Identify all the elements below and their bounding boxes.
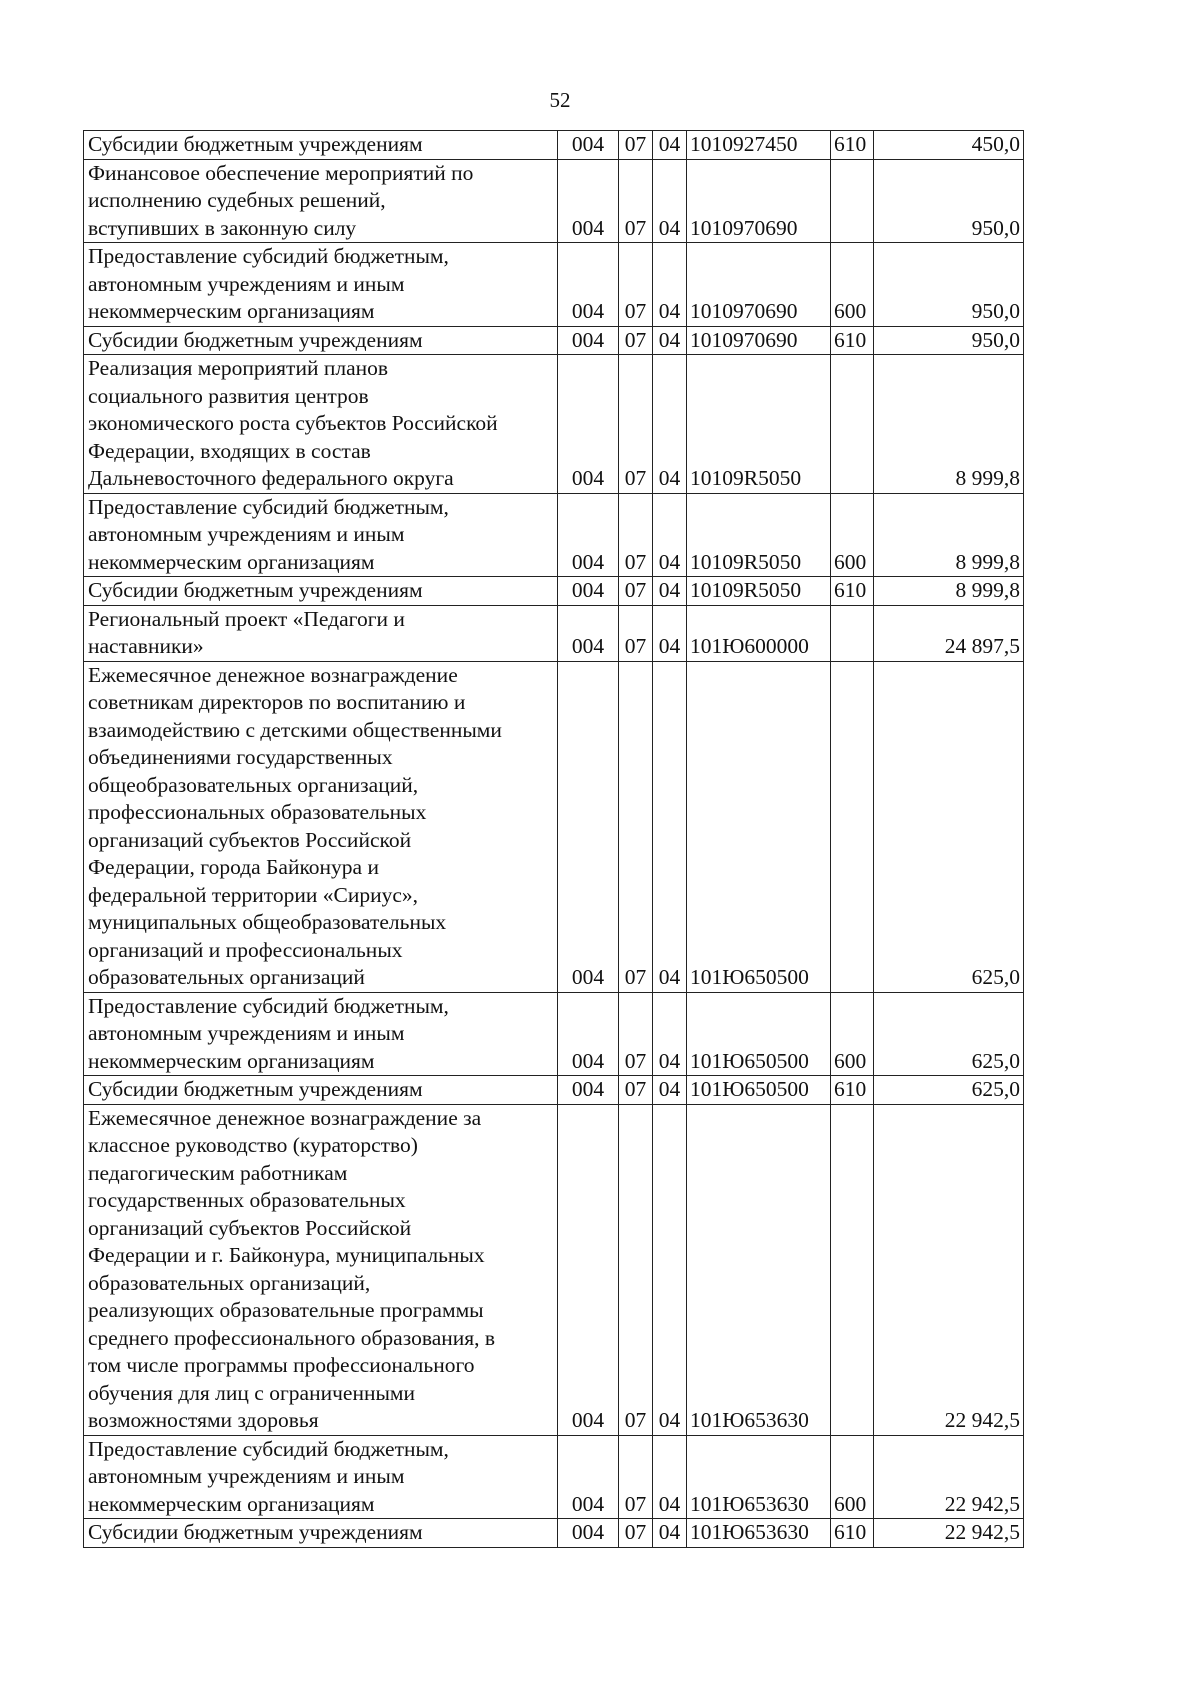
table-row: [84, 605, 1024, 661]
target-article-cell: 101Ю650500: [687, 661, 831, 992]
row-name-cell: Предоставление субсидий бюджетным, автономным учреждениям и иным некоммерческим организациям: [84, 493, 558, 577]
target-article-cell: 10109R5050: [687, 493, 831, 577]
table-row: [84, 1076, 1024, 1105]
amount-cell: 8 999,8: [874, 355, 1024, 494]
expense-type-cell: [831, 1104, 874, 1435]
ministry-code-cell: 004: [558, 243, 619, 327]
table-row: [84, 355, 1024, 494]
expense-type-cell: [831, 159, 874, 243]
amount-cell: 950,0: [874, 326, 1024, 355]
amount-cell: 8 999,8: [874, 493, 1024, 577]
expense-type-cell: 610: [831, 1076, 874, 1105]
section-code-cell: 07: [619, 131, 653, 160]
target-article-cell: 101Ю653630: [687, 1519, 831, 1548]
row-name-cell: Ежемесячное денежное вознаграждение за классное руководство (кураторство) педагогическим работникам государственных образовательных организаций субъектов Российской Федерации и г. Байконура, муниципальных образовательных организаций, реализующих образовательные программы среднего профессионального образования, в том числе программы профессионального обучения для лиц с ограниченными возможностями здоровья: [84, 1104, 558, 1435]
ministry-code-cell: 004: [558, 159, 619, 243]
row-name-cell: Ежемесячное денежное вознаграждение советникам директоров по воспитанию и взаимодействию с детскими общественными объединениями государственных общеобразовательных организаций, профессиональных образовательных организаций субъектов Российской Федерации, города Байконура и федеральной территории «Сириус», муниципальных общеобразовательных организаций и профессиональных образовательных организаций: [84, 661, 558, 992]
subsection-code-cell: 04: [653, 326, 687, 355]
target-article-cell: 101Ю653630: [687, 1104, 831, 1435]
table-row: [84, 493, 1024, 577]
amount-cell: 22 942,5: [874, 1104, 1024, 1435]
subsection-code-cell: 04: [653, 1519, 687, 1548]
ministry-code-cell: 004: [558, 355, 619, 494]
target-article-cell: 101Ю600000: [687, 605, 831, 661]
section-code-cell: 07: [619, 243, 653, 327]
subsection-code-cell: 04: [653, 1104, 687, 1435]
amount-cell: 450,0: [874, 131, 1024, 160]
subsection-code-cell: 04: [653, 605, 687, 661]
row-name-cell: Субсидии бюджетным учреждениям: [84, 131, 558, 160]
table-row: [84, 159, 1024, 243]
amount-cell: 8 999,8: [874, 577, 1024, 606]
table-row: [84, 131, 1024, 160]
target-article-cell: 101Ю650500: [687, 1076, 831, 1105]
amount-cell: 24 897,5: [874, 605, 1024, 661]
table-row: [84, 661, 1024, 992]
table-row: [84, 1519, 1024, 1548]
table-row: [84, 992, 1024, 1076]
expense-type-cell: 600: [831, 1435, 874, 1519]
amount-cell: 625,0: [874, 661, 1024, 992]
section-code-cell: 07: [619, 605, 653, 661]
ministry-code-cell: 004: [558, 1519, 619, 1548]
row-name-cell: Субсидии бюджетным учреждениям: [84, 326, 558, 355]
subsection-code-cell: 04: [653, 159, 687, 243]
expense-type-cell: [831, 355, 874, 494]
table-row: [84, 326, 1024, 355]
subsection-code-cell: 04: [653, 493, 687, 577]
section-code-cell: 07: [619, 159, 653, 243]
target-article-cell: 1010970690: [687, 159, 831, 243]
amount-cell: 625,0: [874, 1076, 1024, 1105]
target-article-cell: 1010970690: [687, 243, 831, 327]
expense-type-cell: [831, 605, 874, 661]
section-code-cell: 07: [619, 992, 653, 1076]
section-code-cell: 07: [619, 577, 653, 606]
ministry-code-cell: 004: [558, 326, 619, 355]
page-number: 52: [549, 88, 571, 112]
target-article-cell: 10109R5050: [687, 355, 831, 494]
table-body: [84, 131, 1024, 1548]
expense-type-cell: 600: [831, 243, 874, 327]
expense-type-cell: 600: [831, 992, 874, 1076]
section-code-cell: 07: [619, 493, 653, 577]
ministry-code-cell: 004: [558, 1435, 619, 1519]
row-name-cell: Предоставление субсидий бюджетным, автономным учреждениям и иным некоммерческим организациям: [84, 243, 558, 327]
row-name-cell: Субсидии бюджетным учреждениям: [84, 1519, 558, 1548]
expense-type-cell: [831, 661, 874, 992]
ministry-code-cell: 004: [558, 577, 619, 606]
expense-type-cell: 610: [831, 1519, 874, 1548]
subsection-code-cell: 04: [653, 355, 687, 494]
row-name-cell: Региональный проект «Педагоги и наставники»: [84, 605, 558, 661]
target-article-cell: 10109R5050: [687, 577, 831, 606]
expense-type-cell: 610: [831, 577, 874, 606]
row-name-cell: Субсидии бюджетным учреждениям: [84, 1076, 558, 1105]
ministry-code-cell: 004: [558, 605, 619, 661]
ministry-code-cell: 004: [558, 131, 619, 160]
subsection-code-cell: 04: [653, 661, 687, 992]
ministry-code-cell: 004: [558, 661, 619, 992]
subsection-code-cell: 04: [653, 131, 687, 160]
amount-cell: 950,0: [874, 159, 1024, 243]
subsection-code-cell: 04: [653, 577, 687, 606]
ministry-code-cell: 004: [558, 493, 619, 577]
ministry-code-cell: 004: [558, 1076, 619, 1105]
table-row: [84, 243, 1024, 327]
target-article-cell: 1010927450: [687, 131, 831, 160]
section-code-cell: 07: [619, 661, 653, 992]
target-article-cell: 1010970690: [687, 326, 831, 355]
amount-cell: 950,0: [874, 243, 1024, 327]
ministry-code-cell: 004: [558, 1104, 619, 1435]
section-code-cell: 07: [619, 355, 653, 494]
section-code-cell: 07: [619, 1076, 653, 1105]
table-row: [84, 1435, 1024, 1519]
target-article-cell: 101Ю650500: [687, 992, 831, 1076]
ministry-code-cell: 004: [558, 992, 619, 1076]
row-name-cell: Субсидии бюджетным учреждениям: [84, 577, 558, 606]
expense-type-cell: 610: [831, 326, 874, 355]
row-name-cell: Финансовое обеспечение мероприятий по исполнению судебных решений, вступивших в законную силу: [84, 159, 558, 243]
amount-cell: 625,0: [874, 992, 1024, 1076]
subsection-code-cell: 04: [653, 1076, 687, 1105]
subsection-code-cell: 04: [653, 243, 687, 327]
target-article-cell: 101Ю653630: [687, 1435, 831, 1519]
row-name-cell: Предоставление субсидий бюджетным, автономным учреждениям и иным некоммерческим организациям: [84, 992, 558, 1076]
row-name-cell: Предоставление субсидий бюджетным, автономным учреждениям и иным некоммерческим организациям: [84, 1435, 558, 1519]
row-name-cell: Реализация мероприятий планов социального развития центров экономического роста субъектов Российской Федерации, входящих в состав Дальневосточного федерального округа: [84, 355, 558, 494]
section-code-cell: 07: [619, 1435, 653, 1519]
section-code-cell: 07: [619, 326, 653, 355]
table-row: [84, 577, 1024, 606]
subsection-code-cell: 04: [653, 992, 687, 1076]
subsection-code-cell: 04: [653, 1435, 687, 1519]
section-code-cell: 07: [619, 1104, 653, 1435]
budget-table: [83, 130, 1024, 1548]
section-code-cell: 07: [619, 1519, 653, 1548]
amount-cell: 22 942,5: [874, 1519, 1024, 1548]
expense-type-cell: 610: [831, 131, 874, 160]
table-row: [84, 1104, 1024, 1435]
expense-type-cell: 600: [831, 493, 874, 577]
amount-cell: 22 942,5: [874, 1435, 1024, 1519]
